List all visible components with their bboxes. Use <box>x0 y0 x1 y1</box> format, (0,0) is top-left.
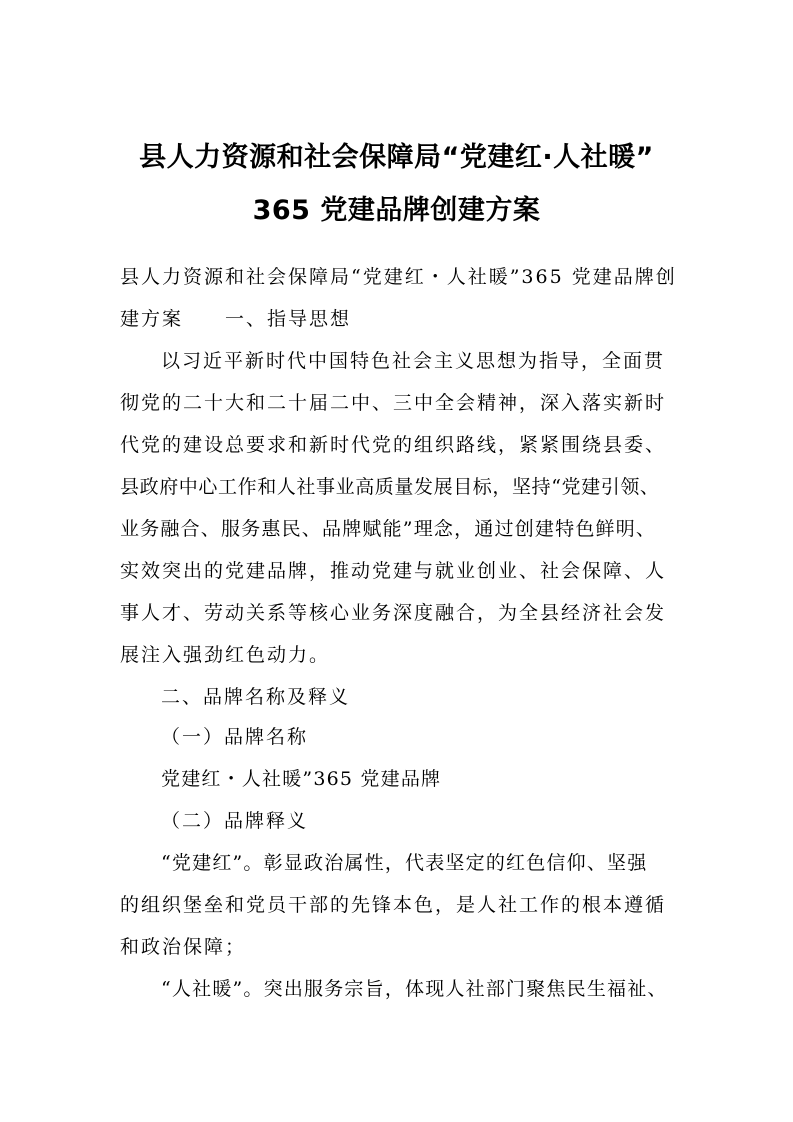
intro-line-1: 县人力资源和社会保障局“党建红・人社暖”365 党建品牌创 <box>120 266 677 288</box>
intro-line-2: 建方案 一、指导思想 <box>120 308 352 330</box>
guiding-paragraph-line: 以习近平新时代中国特色社会主义思想为指导，全面贯 <box>161 350 666 372</box>
guiding-paragraph-line: 彻党的二十大和二十届二中、三中全会精神，深入落实新时 <box>120 392 667 414</box>
brand-name-text: 党建红・人社暖”365 党建品牌 <box>161 768 442 790</box>
subsection-2-heading: （二）品牌释义 <box>161 810 309 832</box>
red-explanation-line: 和政治保障； <box>120 936 247 958</box>
subsection-1-heading: （一）品牌名称 <box>161 726 309 748</box>
document-title-line-1: 县人力资源和社会保障局“党建红·人社暖” <box>139 142 654 173</box>
red-explanation-line: “党建红”。彰显政治属性，代表坚定的红色信仰、坚强 <box>161 852 648 874</box>
section-2-heading: 二、品牌名称及释义 <box>161 686 351 708</box>
guiding-paragraph-line: 事人才、劳动关系等核心业务深度融合，为全县经济社会发 <box>120 602 667 624</box>
guiding-paragraph-line: 业务融合、服务惠民、品牌赋能”理念，通过创建特色鲜明、 <box>120 518 657 540</box>
guiding-paragraph-line: 代党的建设总要求和新时代党的组织路线，紧紧围绕县委、 <box>120 434 667 456</box>
red-explanation-line: 的组织堡垒和党员干部的先锋本色，是人社工作的根本遵循 <box>120 894 667 916</box>
warm-explanation-line: “人社暖”。突出服务宗旨，体现人社部门聚焦民生福祉、 <box>161 978 668 1000</box>
guiding-paragraph-line: 实效突出的党建品牌，推动党建与就业创业、社会保障、人 <box>120 560 667 582</box>
guiding-paragraph-line: 展注入强劲红色动力。 <box>120 644 331 666</box>
document-title-line-2: 365 党建品牌创建方案 <box>252 195 541 226</box>
guiding-paragraph-line: 县政府中心工作和人社事业高质量发展目标，坚持“党建引领、 <box>120 476 660 498</box>
